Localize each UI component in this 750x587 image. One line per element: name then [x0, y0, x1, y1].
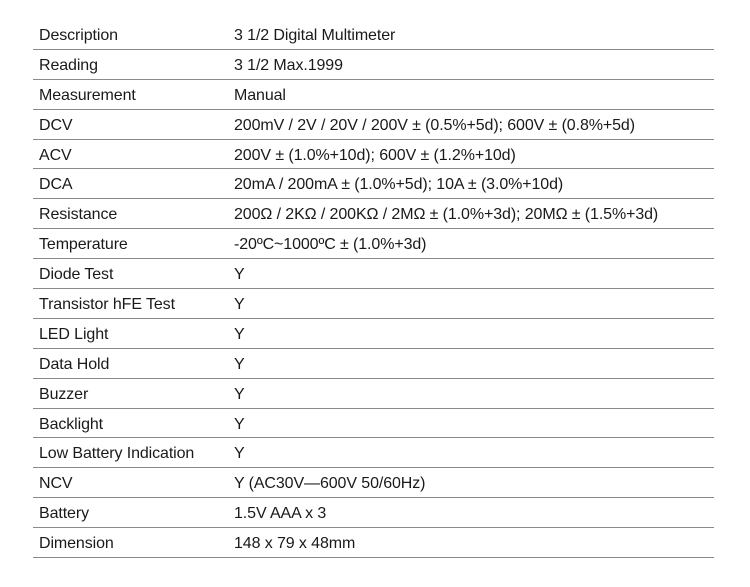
spec-value: 200Ω / 2KΩ / 200KΩ / 2MΩ ± (1.0%+3d); 20MΩ ± (1.5%+3d) — [234, 206, 659, 224]
spec-label: Dimension — [39, 535, 114, 553]
spec-value: -20ºC~1000ºC ± (1.0%+3d) — [234, 236, 427, 254]
spec-label: Temperature — [39, 236, 128, 254]
spec-label: Low Battery Indication — [39, 445, 195, 463]
spec-value: 148 x 79 x 48mm — [234, 535, 356, 553]
spec-row-ncv — [33, 468, 714, 498]
spec-value: Y — [234, 445, 245, 463]
spec-row-dcv — [33, 110, 714, 140]
spec-value: Manual — [234, 86, 286, 104]
spec-label: DCA — [39, 176, 73, 194]
spec-value: Y — [234, 325, 245, 343]
spec-label: Transistor hFE Test — [39, 296, 175, 314]
spec-value: Y — [234, 296, 245, 314]
spec-label: Backlight — [39, 415, 104, 433]
spec-row-battery — [33, 498, 714, 528]
spec-label: NCV — [39, 475, 73, 493]
spec-row-led-light — [33, 319, 714, 349]
spec-label: LED Light — [39, 325, 109, 343]
spec-row-reading — [33, 50, 714, 80]
spec-row-low-battery-indication — [33, 438, 714, 468]
spec-row-dca — [33, 169, 714, 199]
spec-row-data-hold — [33, 349, 714, 379]
spec-value: Y — [234, 355, 245, 373]
spec-label: DCV — [39, 116, 73, 134]
spec-value: Y (AC30V—600V 50/60Hz) — [234, 475, 426, 493]
spec-row-buzzer — [33, 379, 714, 409]
spec-value: 3 1/2 Digital Multimeter — [234, 27, 396, 44]
spec-row-transistor-hfe-test — [33, 289, 714, 319]
spec-value: 20mA / 200mA ± (1.0%+5d); 10A ± (3.0%+10d) — [234, 176, 564, 194]
spec-value: 200mV / 2V / 20V / 200V ± (0.5%+5d); 600V ± (0.8%+5d) — [234, 116, 635, 134]
spec-label: Resistance — [39, 206, 118, 224]
spec-label: Battery — [39, 505, 89, 523]
spec-value: 1.5V AAA x 3 — [234, 505, 327, 523]
spec-label: Data Hold — [39, 355, 110, 373]
spec-row-resistance — [33, 199, 714, 229]
spec-label: Buzzer — [39, 385, 89, 403]
spec-label: Description — [39, 27, 118, 44]
spec-value: Y — [234, 266, 245, 284]
spec-value: 3 1/2 Max.1999 — [234, 56, 343, 74]
spec-row-temperature — [33, 229, 714, 259]
spec-value: Y — [234, 385, 245, 403]
spec-value: Y — [234, 415, 245, 433]
spec-row-acv — [33, 140, 714, 170]
spec-value: 200V ± (1.0%+10d); 600V ± (1.2%+10d) — [234, 146, 516, 164]
spec-row-diode-test — [33, 259, 714, 289]
spec-row-backlight — [33, 409, 714, 439]
spec-row-measurement — [33, 80, 714, 110]
spec-row-dimension — [33, 528, 714, 558]
spec-row-description — [33, 20, 714, 50]
spec-label: Reading — [39, 56, 98, 74]
spec-label: Measurement — [39, 86, 136, 104]
spec-label: Diode Test — [39, 266, 114, 284]
spec-table — [33, 20, 714, 558]
spec-label: ACV — [39, 146, 72, 164]
